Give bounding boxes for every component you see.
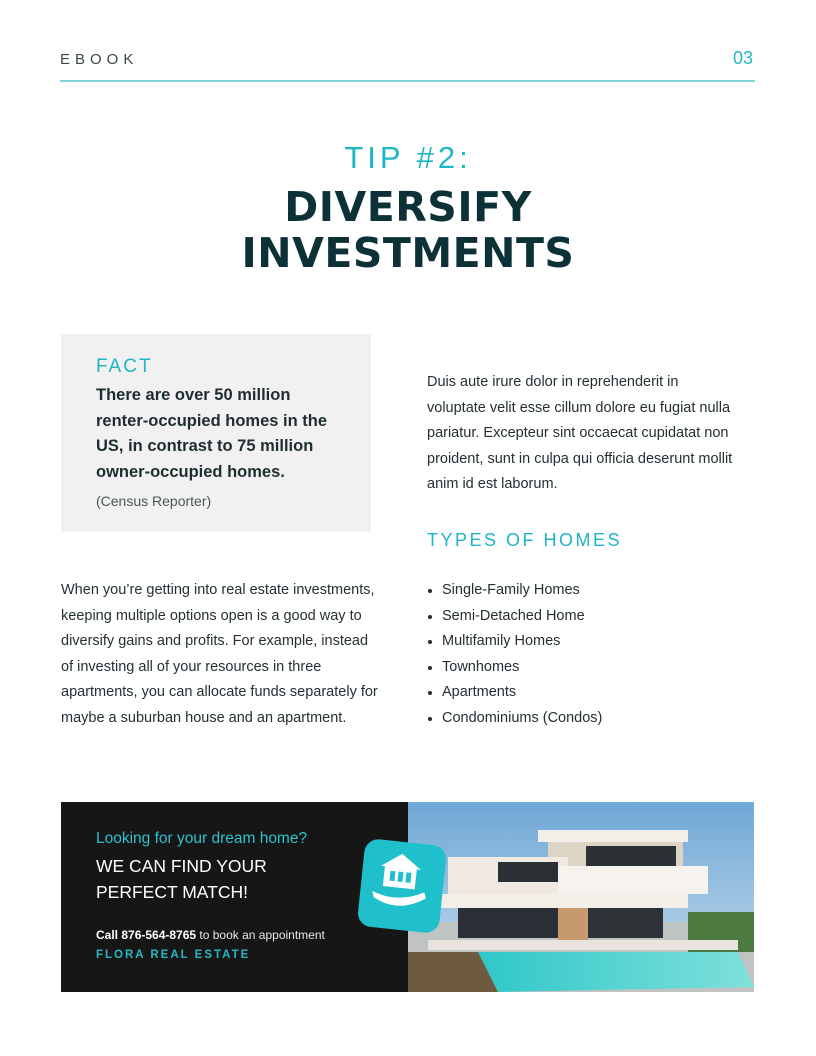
- list-item: Condominiums (Condos): [427, 706, 602, 732]
- tip-heading: TIP #2:: [344, 140, 472, 175]
- banner-question: Looking for your dream home?: [96, 830, 308, 847]
- cta-banner: [61, 802, 754, 992]
- banner-headline-line-2: PERFECT MATCH!: [96, 882, 248, 902]
- page-title-line-1: DIVERSIFY: [284, 183, 532, 231]
- types-list: [427, 578, 602, 732]
- page-title: [0, 184, 816, 276]
- title-block: [0, 140, 816, 276]
- list-item: Apartments: [427, 680, 602, 706]
- house-photo: [408, 802, 754, 992]
- page-title-line-2: INVESTMENTS: [241, 229, 575, 277]
- page-number: 03: [732, 48, 753, 68]
- left-paragraph: When you’re getting into real estate investments, keeping multiple options open is a good way to diversify gains and profits. For example, instead of investing all of your resources in three apartments, you can allocate funds separately for maybe a suburban house and an apartment.: [61, 582, 378, 726]
- list-item: Multifamily Homes: [427, 629, 602, 655]
- badge-card: [357, 838, 448, 934]
- list-item: Semi-Detached Home: [427, 604, 602, 630]
- call-line: [96, 928, 325, 942]
- ebook-label: EBOOK: [60, 51, 139, 68]
- phone-number[interactable]: Call 876-564-8765: [96, 928, 197, 942]
- right-paragraph: Duis aute irure dolor in reprehenderit in voluptate velit esse cillum dolore eu fugiat nulla pariatur. Excepteur sint occaecat cupidatat non proident, sunt in culpa qui officia deserunt mollit anim id est laborum.: [427, 374, 733, 493]
- house-in-hand-icon: [357, 838, 448, 934]
- fact-body: There are over 50 million renter-occupied homes in the US, in contrast to 75 million owner-occupied homes.: [96, 386, 328, 481]
- list-item: Townhomes: [427, 655, 602, 681]
- list-item: Single-Family Homes: [427, 578, 602, 604]
- banner-headline-line-1: WE CAN FIND YOUR: [96, 856, 267, 876]
- types-heading: TYPES OF HOMES: [427, 530, 623, 550]
- page-header: [60, 48, 755, 82]
- fact-heading: FACT: [96, 356, 153, 377]
- fact-source: (Census Reporter): [96, 493, 212, 509]
- banner-headline: [96, 853, 356, 905]
- call-line-rest: to book an appointment: [196, 928, 325, 942]
- brand-name: FLORA REAL ESTATE: [96, 949, 251, 961]
